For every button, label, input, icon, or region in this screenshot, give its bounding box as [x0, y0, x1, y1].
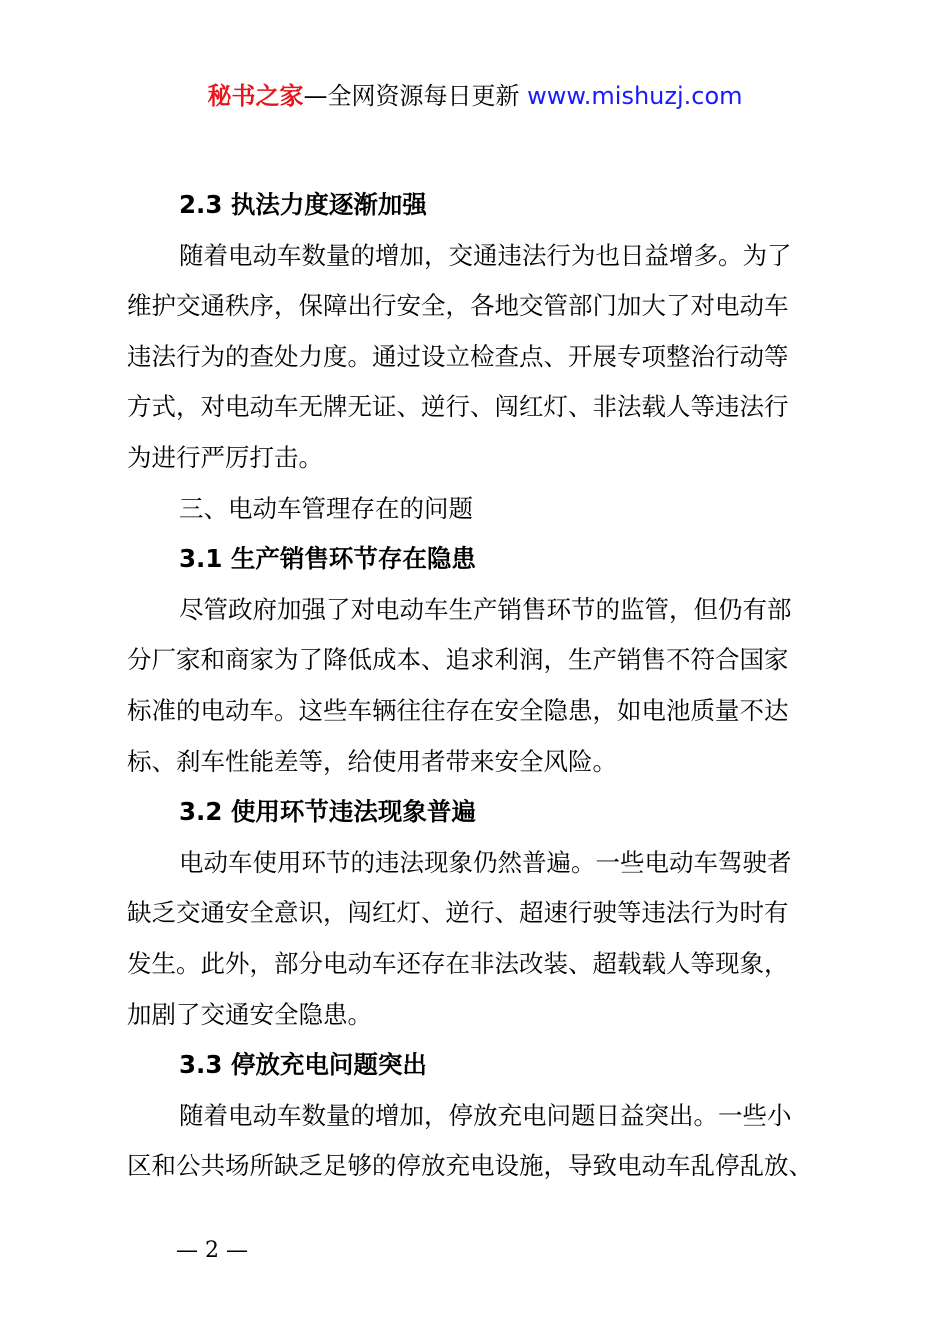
paragraph-line: 维护交通秩序，保障出行安全，各地交管部门加大了对电动车 [127, 291, 789, 321]
paragraph-line: 尽管政府加强了对电动车生产销售环节的监管，但仍有部 [179, 594, 792, 624]
heading-3-3: 3.3 停放充电问题突出 [179, 1050, 427, 1080]
paragraph-line: 加剧了交通安全隐患。 [127, 999, 372, 1029]
section-3-title: 三、电动车管理存在的问题 [179, 493, 473, 523]
heading-3-1: 3.1 生产销售环节存在隐患 [179, 544, 476, 574]
paragraph-line: 标准的电动车。这些车辆往往存在安全隐患，如电池质量不达 [127, 695, 789, 725]
brand-name: 秘书之家 [207, 82, 304, 110]
paragraph-line: 随着电动车数量的增加，停放充电问题日益突出。一些小 [179, 1100, 792, 1130]
paragraph-line: 为进行严厉打击。 [127, 442, 323, 472]
header-slogan: —全网资源每日更新 [303, 82, 528, 110]
website-link[interactable]: www.mishuzj.com [527, 82, 743, 110]
paragraph-line: 方式，对电动车无牌无证、逆行、闯红灯、非法载人等违法行 [127, 392, 789, 422]
paragraph-line: 缺乏交通安全意识，闯红灯、逆行、超速行驶等违法行为时有 [127, 898, 789, 928]
heading-3-2: 3.2 使用环节违法现象普遍 [179, 797, 476, 827]
paragraph-line: 分厂家和商家为了降低成本、追求利润，生产销售不符合国家 [127, 645, 789, 675]
paragraph-line: 发生。此外，部分电动车还存在非法改装、超载载人等现象， [127, 948, 789, 978]
paragraph-line: 标、刹车性能差等，给使用者带来安全风险。 [127, 746, 617, 776]
paragraph-line: 电动车使用环节的违法现象仍然普遍。一些电动车驾驶者 [179, 847, 792, 877]
paragraph-line: 区和公共场所缺乏足够的停放充电设施，导致电动车乱停乱放、 [127, 1151, 813, 1181]
paragraph-line: 违法行为的查处力度。通过设立检查点、开展专项整治行动等 [127, 341, 789, 371]
paragraph-line: 随着电动车数量的增加，交通违法行为也日益增多。为了 [179, 240, 792, 270]
page-header [0, 80, 950, 112]
page-number: — 2 — [176, 1238, 248, 1263]
document-body [127, 180, 837, 1192]
heading-2-3: 2.3 执法力度逐渐加强 [179, 190, 427, 219]
